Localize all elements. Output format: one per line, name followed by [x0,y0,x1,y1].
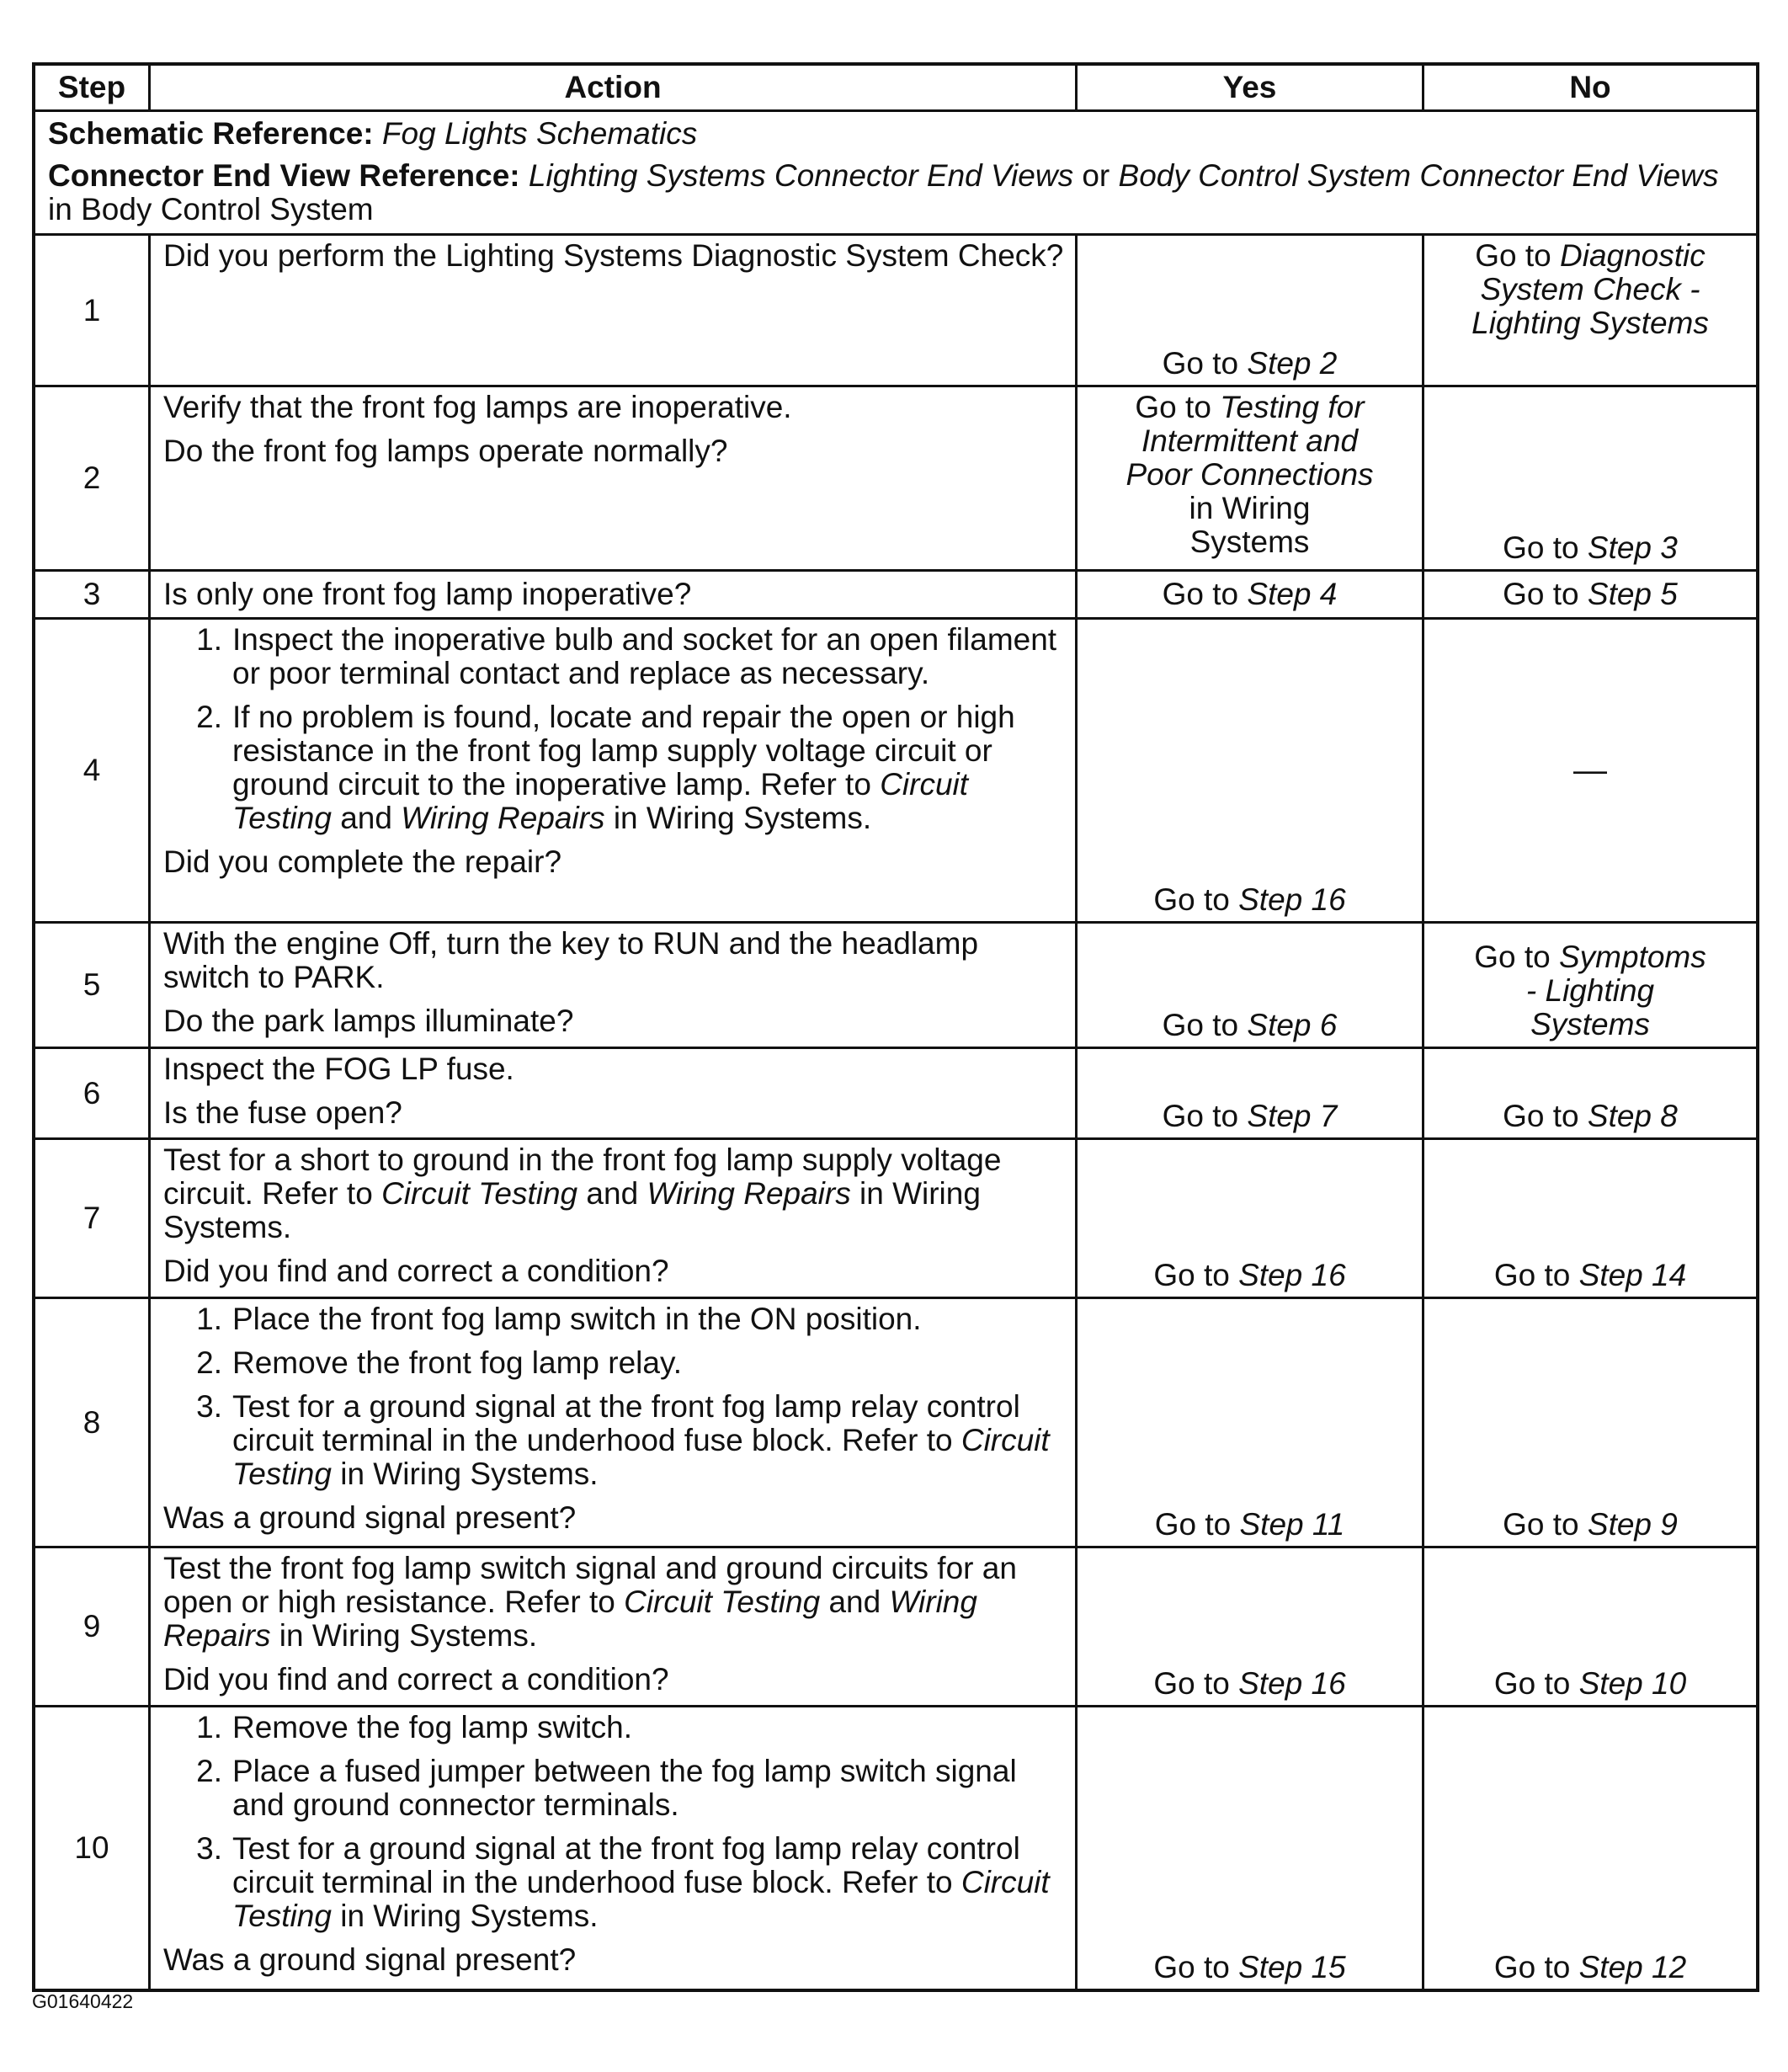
table-row [35,233,1756,385]
yes-goto[interactable]: Go to Step 2 [1162,346,1338,381]
no-cell [1424,572,1756,617]
table-row [35,921,1756,1047]
step-action [151,924,1078,1047]
yes-goto[interactable]: Go to Step 15 [1153,1950,1346,1984]
action-text: Verify that the front fog lamps are inoperative. [163,390,792,424]
no-cell [1424,620,1756,921]
no-cell [1424,1049,1756,1137]
connector-link-body-control[interactable]: Body Control System Connector End Views [1118,158,1719,193]
wiring-repairs-link[interactable]: Wiring Repairs [647,1176,851,1211]
yes-goto[interactable]: Go to Step 16 [1153,1666,1346,1701]
action-question: Do the front fog lamps operate normally? [163,434,728,468]
no-goto[interactable]: Go to Step 14 [1493,1258,1687,1292]
header-step: Step [35,66,151,109]
no-goto[interactable]: Go to Step 5 [1503,576,1678,611]
no-goto[interactable]: Go to Step 9 [1503,1507,1678,1542]
circuit-testing-link[interactable]: Circuit Testing [232,767,969,835]
reference-block [35,112,1756,233]
step-number: 3 [35,572,151,617]
wiring-repairs-link[interactable]: Wiring Repairs [401,801,605,835]
table-row [35,1705,1756,1989]
table-row [35,1047,1756,1137]
yes-goto[interactable]: Go to Step 16 [1153,1258,1346,1292]
step-number: 2 [35,387,151,569]
action-question: Did you find and correct a condition? [163,1662,669,1696]
step-action [151,572,1078,617]
connector-or: or [1082,158,1110,193]
step-number: 10 [35,1707,151,1989]
connector-link-lighting[interactable]: Lighting Systems Connector End Views [528,158,1074,193]
action-question: Did you find and correct a condition? [163,1254,669,1288]
action-text: Did you perform the Lighting Systems Diagnostic System Check? [163,238,1064,273]
yes-cell [1078,620,1424,921]
header-action: Action [151,66,1078,109]
header-yes: Yes [1078,66,1424,109]
yes-cell [1078,1299,1424,1546]
circuit-testing-link[interactable]: Circuit Testing [381,1176,578,1211]
schematic-label: Schematic Reference: [48,116,374,151]
circuit-testing-link[interactable]: Circuit Testing [232,1865,1050,1933]
no-cell [1424,1299,1756,1546]
schematic-link[interactable]: Fog Lights Schematics [381,116,698,151]
list-item: 2. Remove the front fog lamp relay. [196,1345,683,1380]
step-action [151,387,1078,569]
step-number: 7 [35,1140,151,1297]
action-text: Inspect the FOG LP fuse. [163,1052,514,1086]
list-item: 3. Test for a ground signal at the front fog lamp relay control circuit terminal in the underhood fuse block. Refer to Circuit Testing in Wiring Systems. [196,1389,1050,1491]
no-goto[interactable]: Go to Diagnostic System Check - Lighting Systems [1471,238,1709,340]
yes-goto[interactable]: Go to Testing for Intermittent and Poor Connections in Wiring Systems [1125,390,1374,559]
step-action [151,236,1078,385]
step-number: 1 [35,236,151,385]
circuit-testing-link[interactable]: Circuit Testing [232,1423,1050,1491]
no-cell [1424,1707,1756,1989]
action-question: Is only one front fog lamp inoperative? [163,577,692,611]
yes-cell [1078,572,1424,617]
action-list [163,1302,1065,1491]
step-action [151,1140,1078,1297]
table-row [35,1546,1756,1705]
no-goto[interactable]: Go to Symptoms - Lighting Systems [1474,940,1706,1041]
yes-cell [1078,1548,1424,1705]
table-row [35,617,1756,921]
table-row [35,1137,1756,1297]
table-header-row [35,66,1756,109]
yes-cell [1078,1140,1424,1297]
step-action [151,1548,1078,1705]
diagnostic-table [32,62,1759,1992]
action-question: Did you complete the repair? [163,844,562,879]
yes-cell [1078,236,1424,385]
step-action [151,1299,1078,1546]
connector-reference [48,159,1743,226]
no-action-dash: — [1573,751,1607,789]
step-number: 9 [35,1548,151,1705]
step-number: 5 [35,924,151,1047]
circuit-testing-link[interactable]: Circuit Testing [624,1585,821,1619]
schematic-reference [48,117,1743,151]
table-row [35,385,1756,569]
yes-cell [1078,387,1424,569]
no-cell [1424,236,1756,385]
action-question: Do the park lamps illuminate? [163,1004,574,1038]
header-no: No [1569,70,1611,104]
action-question: Is the fuse open? [163,1095,402,1130]
yes-goto[interactable]: Go to Step 7 [1162,1099,1338,1133]
step-action [151,620,1078,921]
action-text: Test the front fog lamp switch signal and ground circuits for an open or high resistance. Refer to Circuit Testing and Wiring Repairs in Wiring Systems. [163,1551,1017,1653]
list-item: 3. Test for a ground signal at the front fog lamp relay control circuit terminal in the underhood fuse block. Refer to Circuit Testing in Wiring Systems. [196,1831,1050,1933]
action-question: Was a ground signal present? [163,1500,577,1535]
connector-suffix: in Body Control System [48,192,374,226]
step-number: 6 [35,1049,151,1137]
no-cell [1424,924,1756,1047]
step-number: 4 [35,620,151,921]
no-goto[interactable]: Go to Step 8 [1503,1099,1678,1133]
action-list [163,1711,1065,1933]
action-text: Test for a short to ground in the front fog lamp supply voltage circuit. Refer to Circuit Testing and Wiring Repairs in Wiring Systems. [163,1143,1002,1244]
no-goto[interactable]: Go to Step 10 [1493,1666,1687,1701]
list-item: 1. Inspect the inoperative bulb and socket for an open filament or poor terminal contact and replace as necessary. [196,622,1057,690]
figure-id: G01640422 [32,1990,134,2012]
action-list [163,623,1065,835]
wiring-repairs-link[interactable]: Wiring Repairs [163,1585,977,1653]
table-row [35,569,1756,617]
reference-row [35,109,1756,233]
action-text: With the engine Off, turn the key to RUN and the headlamp switch to PARK. [163,926,979,994]
yes-cell [1078,1707,1424,1989]
action-question: Was a ground signal present? [163,1942,577,1977]
yes-cell [1078,1049,1424,1137]
connector-label: Connector End View Reference: [48,158,520,193]
yes-cell [1078,924,1424,1047]
no-cell [1424,387,1756,569]
list-item: 2. If no problem is found, locate and repair the open or high resistance in the front fog lamp supply voltage circuit or ground circuit to the inoperative lamp. Refer to Circuit Testing and Wiring Repairs in Wiring Systems. [196,700,1015,835]
yes-goto[interactable]: Go to Step 11 [1154,1507,1345,1542]
yes-goto[interactable]: Go to Step 6 [1162,1008,1338,1042]
step-action [151,1049,1078,1137]
table-row [35,1297,1756,1546]
list-item: 1. Remove the fog lamp switch. [196,1710,633,1744]
no-cell [1424,1140,1756,1297]
step-action [151,1707,1078,1989]
no-cell [1424,1548,1756,1705]
yes-goto[interactable]: Go to Step 4 [1162,576,1338,611]
yes-goto[interactable]: Go to Step 16 [1153,882,1346,917]
no-goto[interactable]: Go to Step 3 [1503,530,1678,565]
no-goto[interactable]: Go to Step 12 [1493,1950,1687,1984]
list-item: 1. Place the front fog lamp switch in the ON position. [196,1302,922,1336]
step-number: 8 [35,1299,151,1546]
list-item: 2. Place a fused jumper between the fog lamp switch signal and ground connector terminals. [196,1754,1017,1822]
